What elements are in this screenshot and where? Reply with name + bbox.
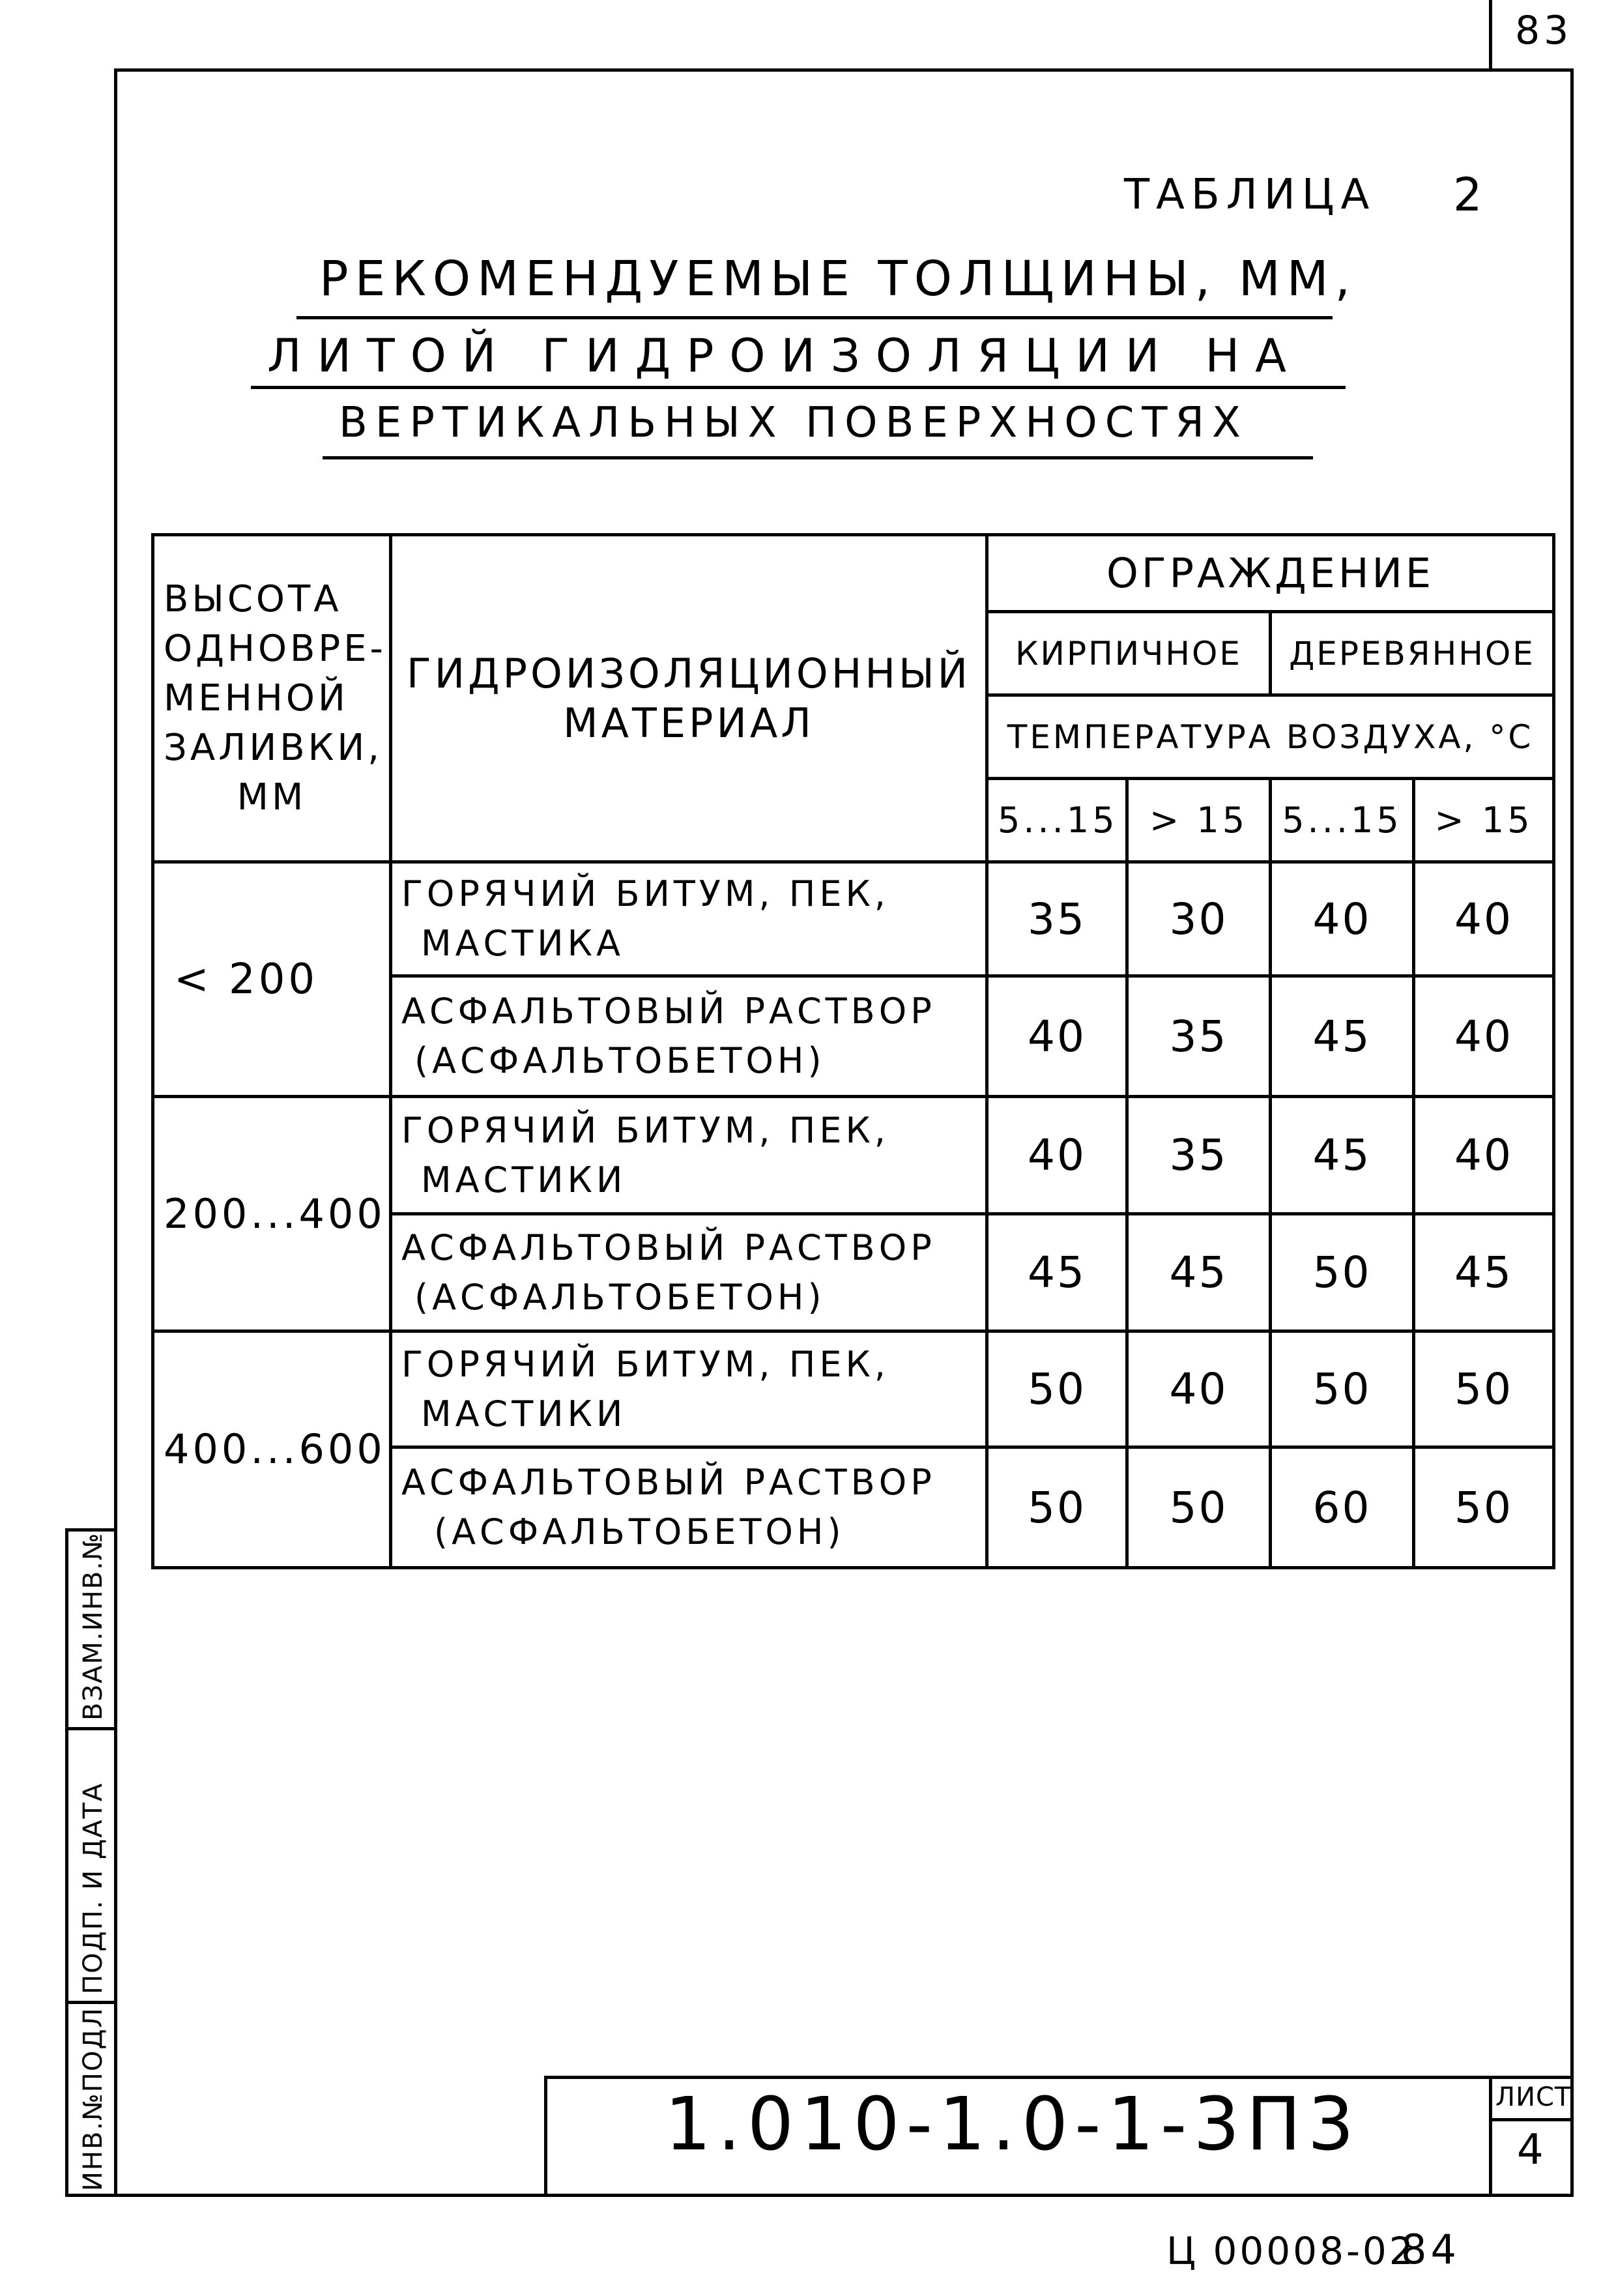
- value-cell: 40: [1414, 1097, 1554, 1214]
- value-cell: 60: [1271, 1447, 1414, 1568]
- value-cell: 50: [1271, 1214, 1414, 1331]
- page-number-divider: [1489, 0, 1492, 70]
- stamp-left-border: [65, 1528, 68, 2196]
- page-number: 83: [1515, 8, 1573, 53]
- titleblock-sheet-hline: [1489, 2118, 1574, 2121]
- height-range: 400...600: [153, 1331, 391, 1568]
- material-line: ГОРЯЧИЙ БИТУМ, ПЕК,: [401, 1343, 889, 1385]
- header-temperature: ТЕМПЕРАТУРА ВОЗДУХА, °С: [987, 695, 1554, 779]
- title-underline-1: [296, 316, 1333, 319]
- header-material: [391, 535, 987, 862]
- value-cell: 40: [987, 976, 1127, 1097]
- value-cell: 40: [1414, 862, 1554, 976]
- material-line: МАСТИКИ: [421, 1393, 627, 1434]
- stamp-top-border: [65, 1528, 117, 1532]
- value-cell: 40: [987, 1097, 1127, 1214]
- material-cell: [391, 1447, 987, 1568]
- material-line: МАСТИКА: [421, 923, 624, 964]
- table-label: [1124, 171, 1376, 219]
- value-cell: 40: [1414, 976, 1554, 1097]
- value-cell: 30: [1127, 862, 1271, 976]
- value-cell: 35: [1127, 1097, 1271, 1214]
- sheet-label: ЛИСТ: [1495, 2082, 1572, 2112]
- frame-left: [114, 68, 117, 2196]
- value-cell: 45: [1271, 1097, 1414, 1214]
- value-cell: 50: [1127, 1447, 1271, 1568]
- title-line-3: ВЕРТИКАЛЬНЫХ ПОВЕРХНОСТЯХ: [339, 399, 1248, 447]
- footer-page: 84: [1401, 2226, 1460, 2273]
- header-height-line: ВЫСОТА: [164, 577, 342, 620]
- material-line: ГОРЯЧИЙ БИТУМ, ПЕК,: [401, 1109, 889, 1151]
- value-cell: 50: [987, 1331, 1127, 1447]
- table-row: [153, 1097, 1554, 1214]
- header-brick: КИРПИЧНОЕ: [987, 612, 1271, 695]
- material-line: (АСФАЛЬТОБЕТОН): [414, 1040, 826, 1081]
- sheet-number: 4: [1517, 2126, 1548, 2174]
- header-material-line: МАТЕРИАЛ: [563, 699, 815, 747]
- title-underline-3: [323, 456, 1313, 459]
- material-line: МАСТИКИ: [421, 1159, 627, 1200]
- material-line: АСФАЛЬТОВЫЙ РАСТВОР: [401, 1462, 936, 1503]
- material-line: (АСФАЛЬТОБЕТОН): [414, 1276, 826, 1318]
- stamp-divider-1: [65, 1727, 117, 1730]
- header-t-range: 5...15: [1271, 779, 1414, 862]
- header-t-range: > 15: [1414, 779, 1554, 862]
- value-cell: 45: [1271, 976, 1414, 1097]
- title-line-1: РЕКОМЕНДУЕМЫЕ ТОЛЩИНЫ, ММ,: [319, 251, 1357, 307]
- value-cell: 50: [1414, 1447, 1554, 1568]
- value-cell: 40: [1127, 1331, 1271, 1447]
- stamp-replace-inv: ВЗАМ.ИНВ.№: [78, 1532, 108, 1721]
- table-number: 2: [1453, 168, 1486, 222]
- document-code: 1.010-1.0-1-3П3: [665, 2082, 1361, 2167]
- value-cell: 45: [987, 1214, 1127, 1331]
- frame-top: [114, 68, 1574, 72]
- value-cell: 35: [1127, 976, 1271, 1097]
- header-material-line: ГИДРОИЗОЛЯЦИОННЫЙ: [406, 649, 972, 697]
- table-row: [153, 1331, 1554, 1447]
- frame-right: [1570, 68, 1574, 2196]
- header-height-line: МЕННОЙ: [164, 676, 349, 719]
- titleblock-left: [544, 2076, 547, 2196]
- frame-bottom: [65, 2194, 1574, 2197]
- header-height-line: ЗАЛИВКИ,: [164, 726, 383, 769]
- material-line: АСФАЛЬТОВЫЙ РАСТВОР: [401, 991, 936, 1032]
- title-line-2: ЛИТОЙ ГИДРОИЗОЛЯЦИИ НА: [267, 329, 1302, 383]
- material-line: ГОРЯЧИЙ БИТУМ, ПЕК,: [401, 873, 889, 914]
- header-height: [153, 535, 391, 862]
- value-cell: 35: [987, 862, 1127, 976]
- material-cell: [391, 1214, 987, 1331]
- header-wood: ДЕРЕВЯННОЕ: [1271, 612, 1554, 695]
- value-cell: 50: [1271, 1331, 1414, 1447]
- stamp-inv-orig: ИНВ.№ПОДЛ.: [78, 1997, 108, 2191]
- header-height-line: ОДНОВРЕ-: [164, 627, 386, 670]
- footer-code: Ц 00008-02: [1166, 2229, 1416, 2273]
- material-cell: [391, 1097, 987, 1214]
- titleblock-top: [544, 2076, 1574, 2079]
- table-label-text: ТАБЛИЦА: [1124, 171, 1376, 219]
- value-cell: 40: [1271, 862, 1414, 976]
- title-underline-2: [251, 386, 1346, 389]
- header-t-range: > 15: [1127, 779, 1271, 862]
- height-range: 200...400: [153, 1097, 391, 1331]
- titleblock-sheet-divider: [1489, 2076, 1492, 2196]
- header-height-line: ММ: [237, 776, 307, 819]
- material-cell: [391, 976, 987, 1097]
- header-t-range: 5...15: [987, 779, 1127, 862]
- material-cell: [391, 1331, 987, 1447]
- value-cell: 45: [1414, 1214, 1554, 1331]
- material-line: (АСФАЛЬТОБЕТОН): [434, 1511, 845, 1552]
- value-cell: 50: [1414, 1331, 1554, 1447]
- material-cell: [391, 862, 987, 976]
- header-fence: ОГРАЖДЕНИЕ: [987, 535, 1554, 612]
- material-line: АСФАЛЬТОВЫЙ РАСТВОР: [401, 1227, 936, 1268]
- value-cell: 50: [987, 1447, 1127, 1568]
- thickness-table: [151, 533, 1555, 1569]
- height-range: < 200: [153, 862, 391, 1097]
- table-row: [153, 862, 1554, 976]
- stamp-sign-date: ПОДП. И ДАТА: [78, 1782, 108, 1994]
- value-cell: 45: [1127, 1214, 1271, 1331]
